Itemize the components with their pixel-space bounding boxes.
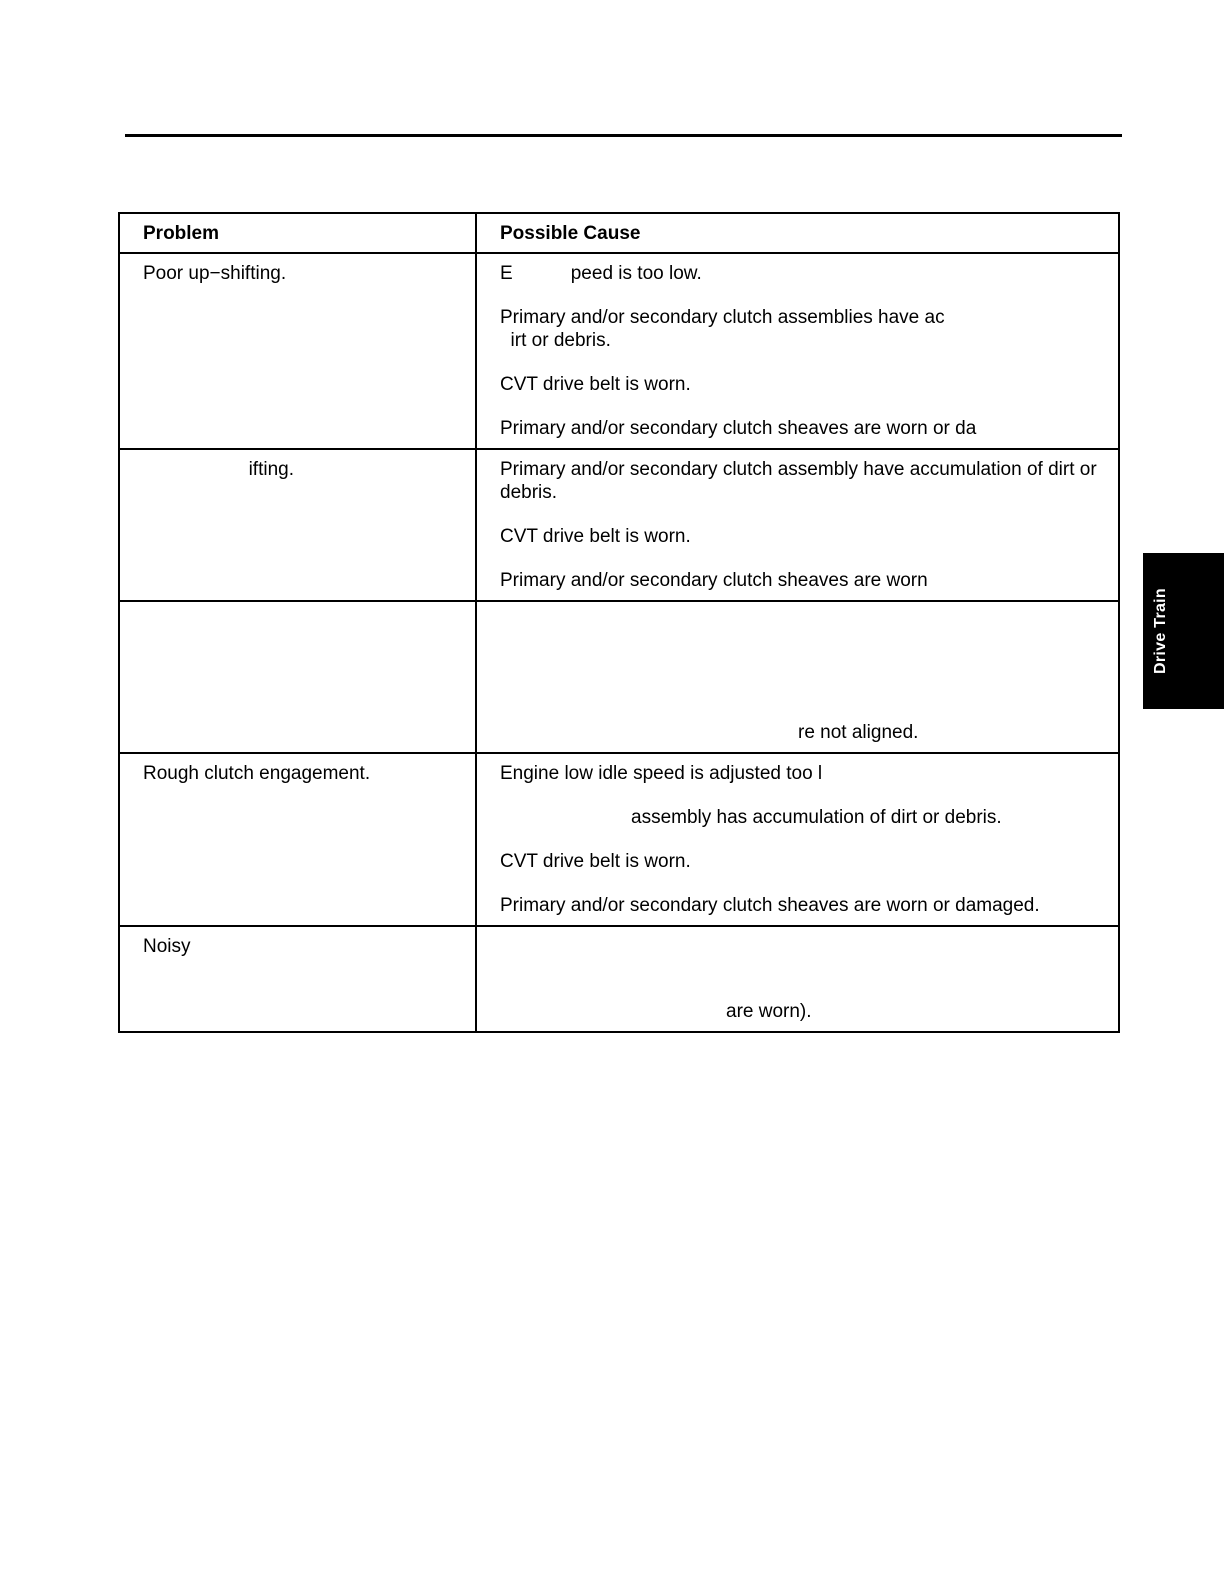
problem-cell <box>119 449 476 601</box>
problem-cell <box>119 926 476 1032</box>
cause-cell <box>476 449 1119 601</box>
cause-text: Primary and/or secondary clutch sheaves are worn or damaged. <box>500 895 1040 916</box>
problem-text: Rough clutch engagement. <box>143 763 371 784</box>
table-row <box>119 449 1119 601</box>
problem-cell <box>119 753 476 926</box>
cause-text: Primary and/or secondary clutch assembly have accumulation of dirt or debris. <box>500 459 1097 503</box>
header-possible-cause: Possible Cause <box>476 213 1119 253</box>
cause-cell <box>476 753 1119 926</box>
cause-text: re not aligned. <box>798 722 919 743</box>
table-row <box>119 253 1119 449</box>
problem-text: Poor up−shifting. <box>143 263 287 284</box>
troubleshooting-table <box>118 212 1120 1033</box>
cause-text: Primary and/or secondary clutch sheaves are worn or da <box>500 418 977 439</box>
table-row <box>119 601 1119 753</box>
problem-text: ifting. <box>143 459 294 480</box>
cause-text: CVT drive belt is worn. <box>500 526 691 547</box>
table-row <box>119 753 1119 926</box>
cause-cell <box>476 253 1119 449</box>
cause-text: are worn). <box>726 1001 812 1022</box>
cause-text: Primary and/or secondary clutch sheaves are worn <box>500 570 928 591</box>
section-tab-label: Drive Train <box>1152 587 1169 675</box>
cause-text: CVT drive belt is worn. <box>500 374 691 395</box>
top-rule <box>125 134 1122 137</box>
table-row <box>119 926 1119 1032</box>
cause-text: Engine low idle speed is adjusted too l <box>500 763 823 784</box>
cause-text: E peed is too low. <box>500 263 702 284</box>
table-header-row <box>119 213 1119 253</box>
cause-cell <box>476 601 1119 753</box>
cause-text: assembly has accumulation of dirt or debris. <box>631 807 1002 828</box>
header-problem: Problem <box>119 213 476 253</box>
problem-text: Noisy <box>143 936 191 957</box>
cause-cell <box>476 926 1119 1032</box>
cause-text: CVT drive belt is worn. <box>500 851 691 872</box>
problem-cell <box>119 253 476 449</box>
cause-text: Primary and/or secondary clutch assemblies have ac irt or debris. <box>500 307 945 351</box>
problem-cell <box>119 601 476 753</box>
